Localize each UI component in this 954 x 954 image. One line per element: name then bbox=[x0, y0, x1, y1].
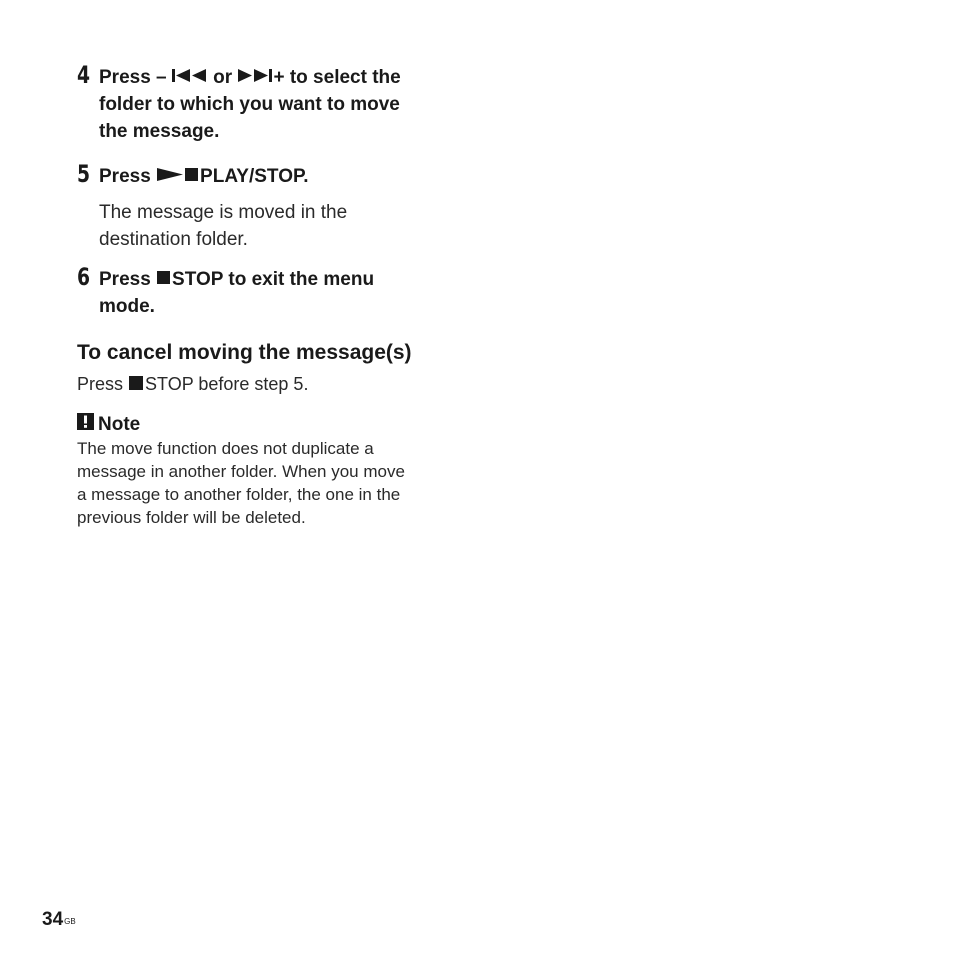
step-line bbox=[99, 266, 457, 293]
step-instruction bbox=[99, 266, 457, 320]
step-text-fragment: Press bbox=[99, 269, 157, 290]
step-4 bbox=[77, 61, 457, 145]
step-instruction bbox=[99, 64, 457, 145]
step-line: the message. bbox=[99, 121, 220, 142]
step-text-fragment: STOP to exit the menu bbox=[172, 269, 375, 290]
step-line: folder to which you want to move bbox=[99, 94, 400, 115]
step-5 bbox=[77, 160, 457, 253]
note-heading bbox=[77, 412, 140, 437]
stop-icon bbox=[184, 167, 200, 182]
step-text-fragment: or bbox=[207, 67, 238, 88]
page-number bbox=[42, 908, 76, 932]
step-text-fragment: + to select the bbox=[273, 67, 401, 88]
body-text-fragment: STOP before step 5. bbox=[145, 374, 309, 394]
step-number: 4 bbox=[77, 61, 91, 89]
step-result bbox=[99, 199, 457, 253]
step-text-fragment: Press bbox=[99, 166, 157, 187]
step-line: mode. bbox=[99, 296, 155, 317]
step-text-fragment: Press – bbox=[99, 67, 172, 88]
step-body-line: The message is moved in the bbox=[99, 202, 348, 223]
step-number: 5 bbox=[77, 160, 91, 188]
cancel-section-body bbox=[77, 372, 308, 397]
page-number-value: 34 bbox=[42, 909, 64, 930]
stop-icon bbox=[128, 375, 145, 390]
step-line bbox=[99, 64, 457, 91]
note-heading-label: Note bbox=[98, 414, 141, 435]
step-instruction bbox=[99, 163, 457, 190]
note-icon bbox=[77, 412, 94, 437]
note-line: previous folder will be deleted. bbox=[77, 508, 306, 527]
step-body-line: destination folder. bbox=[99, 229, 248, 250]
next-track-icon bbox=[237, 68, 273, 83]
note-body bbox=[77, 437, 447, 529]
step-number: 6 bbox=[77, 263, 91, 291]
step-6 bbox=[77, 263, 457, 320]
note-line: message in another folder. When you move bbox=[77, 462, 405, 481]
step-text-fragment: PLAY/STOP. bbox=[200, 166, 309, 187]
previous-track-icon bbox=[172, 68, 208, 83]
stop-icon bbox=[156, 270, 172, 285]
page-region-suffix: GB bbox=[64, 917, 76, 926]
cancel-section-heading: To cancel moving the message(s) bbox=[77, 341, 412, 364]
body-text-fragment: Press bbox=[77, 374, 129, 394]
note-line: a message to another folder, the one in the bbox=[77, 485, 401, 504]
note-line: The move function does not duplicate a bbox=[77, 439, 374, 458]
play-icon bbox=[156, 167, 184, 182]
